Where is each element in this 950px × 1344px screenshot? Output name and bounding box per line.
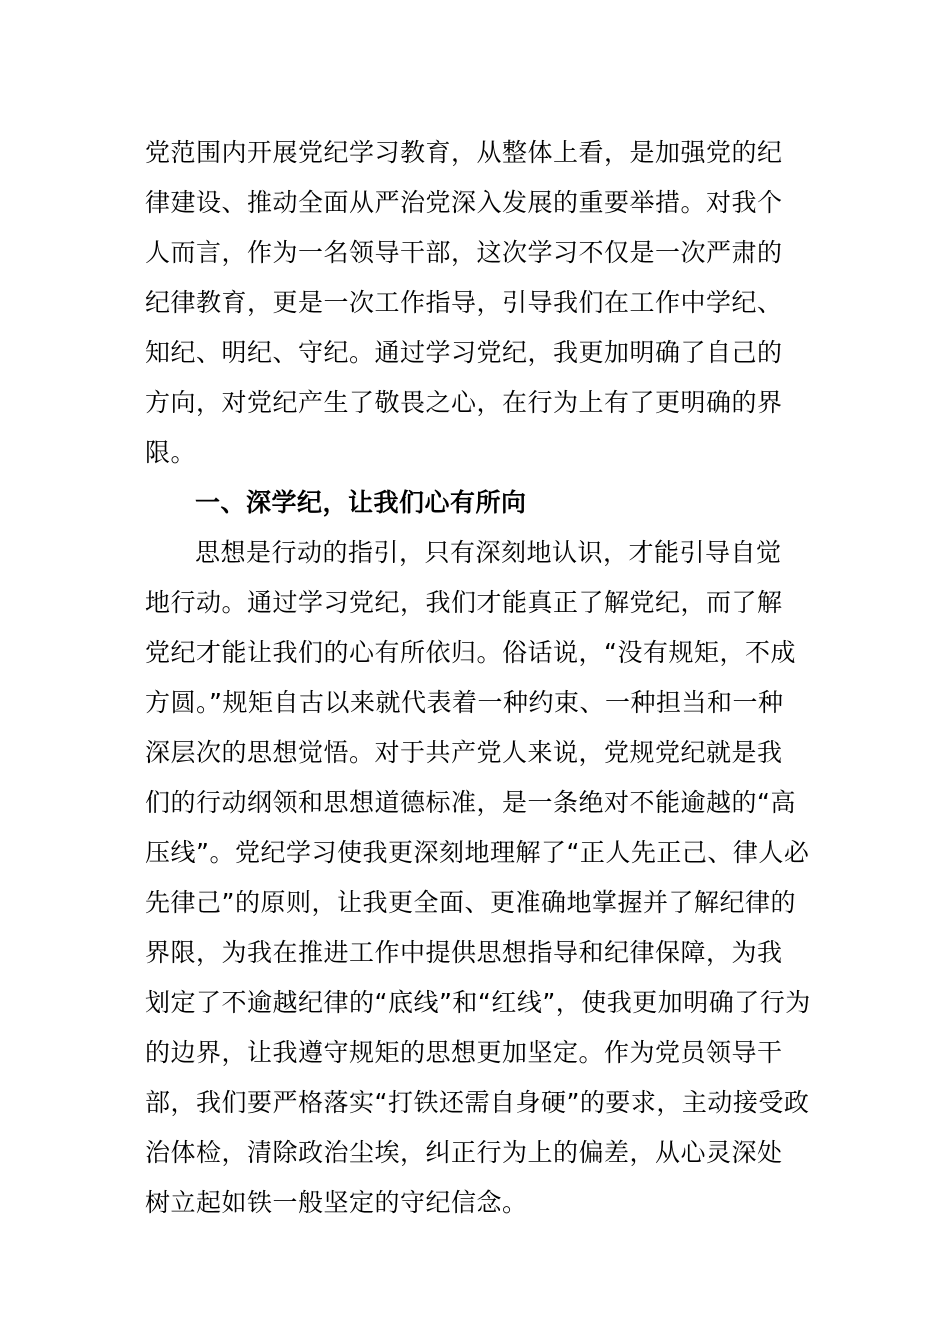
text-line: 党范围内开展党纪学习教育，从整体上看，是加强党的纪 [145,138,783,167]
text-line: 压线”。党纪学习使我更深刻地理解了“正人先正己、律人必 [145,838,810,867]
text-line: 方向，对党纪产生了敬畏之心，在行为上有了更明确的界 [145,388,783,417]
text-line: 划定了不逾越纪律的“底线”和“红线”，使我更加明确了行为 [145,988,811,1017]
text-line: 律建设、推动全面从严治党深入发展的重要举措。对我个 [145,188,783,217]
text-line: 限。 [145,438,197,467]
text-line: 们的行动纲领和思想道德标准，是一条绝对不能逾越的“高 [145,788,796,817]
section-heading: 一、深学纪，让我们心有所向 [195,488,527,517]
document-body [145,128,810,1228]
text-line: 地行动。通过学习党纪，我们才能真正了解党纪，而了解 [145,588,783,617]
text-line: 界限，为我在推进工作中提供思想指导和纪律保障，为我 [145,938,783,967]
text-line: 思想是行动的指引，只有深刻地认识，才能引导自觉 [195,538,782,567]
text-line: 先律己”的原则，让我更全面、更准确地掌握并了解纪律的 [145,888,796,917]
text-line: 党纪才能让我们的心有所依归。俗话说，“没有规矩，不成 [145,638,796,667]
text-line: 的边界，让我遵守规矩的思想更加坚定。作为党员领导干 [145,1038,783,1067]
text-line: 治体检，清除政治尘埃，纠正行为上的偏差，从心灵深处 [145,1138,783,1167]
text-line: 部，我们要严格落实“打铁还需自身硬”的要求，主动接受政 [145,1088,810,1117]
text-line: 方圆。”规矩自古以来就代表着一种约束、一种担当和一种 [145,688,784,717]
text-line: 树立起如铁一般坚定的守纪信念。 [145,1188,528,1217]
text-line: 人而言，作为一名领导干部，这次学习不仅是一次严肃的 [145,238,783,267]
paragraph-1 [145,128,810,478]
text-line: 纪律教育，更是一次工作指导，引导我们在工作中学纪、 [145,288,783,317]
text-line: 知纪、明纪、守纪。通过学习党纪，我更加明确了自己的 [145,338,783,367]
text-line: 深层次的思想觉悟。对于共产党人来说，党规党纪就是我 [145,738,783,767]
paragraph-2 [145,528,810,1228]
